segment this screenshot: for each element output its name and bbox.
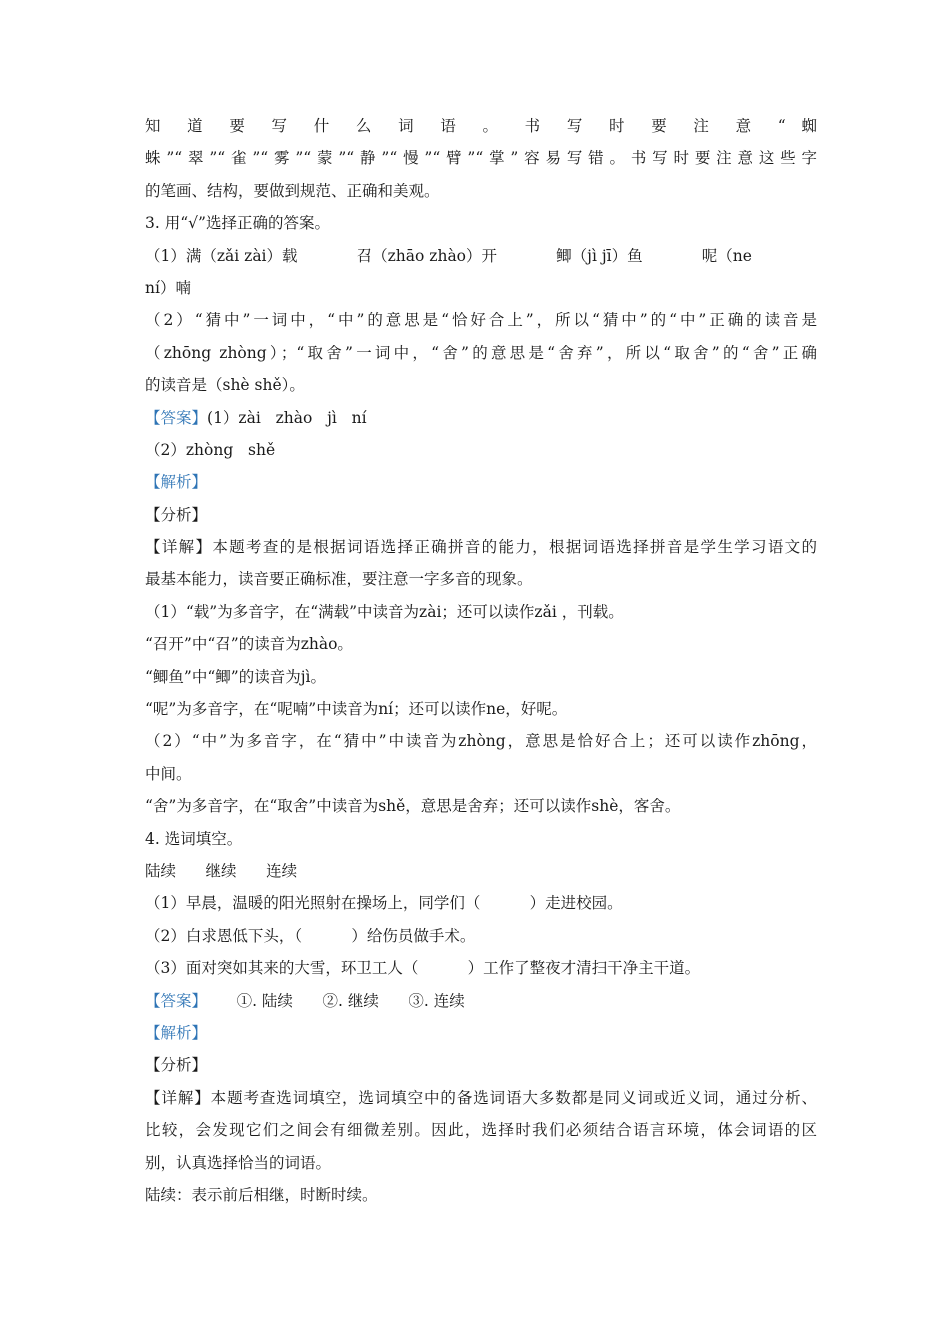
text-line: 知 道 要 写 什 么 词 语 。 书 写 时 要 注 意 “ 蜘 (145, 117, 817, 135)
text-line: （zhōng zhòng）；“取舍”一词中，“舍”的意思是“舍弃”，所以“取舍”的“舍”正确 (145, 343, 817, 362)
document-body (145, 110, 817, 1211)
detail-line-q4 (145, 1082, 817, 1114)
text-line: 【分析】 (145, 1056, 208, 1075)
answer-line-q4 (145, 985, 817, 1017)
detail-line-q3 (145, 531, 817, 563)
question-4-part-1: （1）早晨，温暖的阳光照射在操场上，同学们（ ）走进校园。 (145, 894, 623, 913)
question-4-title: 4. 选词填空。 (145, 829, 243, 848)
text-line: 比较，会发现它们之间会有细微差别。因此，选择时我们必须结合语言环境，体会词语的区 (145, 1121, 817, 1140)
question-3-title: 3. 用“√”选择正确的答案。 (145, 214, 330, 233)
analysis-tag: 【解析】 (145, 1023, 208, 1042)
word-choices: 陆续 继续 连续 (145, 861, 298, 880)
text-line: 蛛”“翠”“雀”“雾”“蒙”“静”“慢”“臂”“掌”容易写错。书写时要注意这些字 (145, 149, 817, 168)
text-line: 别，认真选择恰当的词语。 (145, 1153, 332, 1172)
text-line: “舍”为多音字，在“取舍”中读音为shě，意思是舍弃；还可以读作shè，客舍。 (145, 797, 681, 816)
detail-text: 本题考查选词填空，选词填空中的备选词语大多数都是同义词或近义词，通过分析、 (210, 1088, 817, 1107)
text-line: （1）“载”为多音字，在“满载”中读音为zài；还可以读作zǎi ，刊载。 (145, 602, 624, 621)
question-3-part-2: （2）“猜中”一词中，“中”的意思是“恰好合上”，所以“猜中”的“中”正确的读音是 (145, 311, 817, 330)
text-line: “鲫鱼”中“鲫”的读音为jì。 (145, 667, 326, 686)
answer-text: (1）zài zhào jì ní (207, 408, 367, 427)
text-line: 最基本能力，读音要正确标准，要注意一字多音的现象。 (145, 570, 533, 589)
text-line: 中间。 (145, 764, 192, 783)
question-4-part-3: （3）面对突如其来的大雪，环卫工人（ ）工作了整夜才清扫干净主干道。 (145, 959, 701, 978)
detail-tag: 【详解】 (145, 538, 213, 557)
answer-text: ①. 陆续 ②. 继续 ③. 连续 (207, 991, 465, 1010)
text-line: 【分析】 (145, 505, 208, 524)
analysis-line-q3 (145, 466, 817, 498)
detail-tag: 【详解】 (145, 1088, 211, 1107)
analysis-tag: 【解析】 (145, 473, 208, 492)
question-3-part-1: （1）满（zǎi zài）载 召（zhāo zhào）开 鲫（jì jī）鱼 呢（ne (145, 246, 752, 265)
text-line: “召开”中“召”的读音为zhào。 (145, 635, 353, 654)
text-line: （2）zhòng shě (145, 440, 276, 459)
answer-tag: 【答案】 (145, 991, 208, 1010)
text-line: 陆续：表示前后相继，时断时续。 (145, 1185, 378, 1204)
answer-tag: 【答案】 (145, 408, 208, 427)
text-line: “呢”为多音字，在“呢喃”中读音为ní；还可以读作ne，好呢。 (145, 700, 568, 719)
text-line: 的读音是（shè shě）。 (145, 376, 305, 395)
detail-text: 本题考查的是根据词语选择正确拼音的能力，根据词语选择拼音是学生学习语文的 (212, 538, 817, 557)
analysis-line-q4 (145, 1017, 817, 1049)
question-4-part-2: （2）白求恩低下头，（ ）给伤员做手术。 (145, 926, 476, 945)
answer-line-q3 (145, 402, 817, 434)
text-line: ní）喃 (145, 278, 191, 297)
text-line: 的笔画、结构，要做到规范、正确和美观。 (145, 181, 440, 200)
text-line: （2）“中”为多音字，在“猜中”中读音为zhòng，意思是恰好合上；还可以读作zhōng， (145, 732, 817, 751)
